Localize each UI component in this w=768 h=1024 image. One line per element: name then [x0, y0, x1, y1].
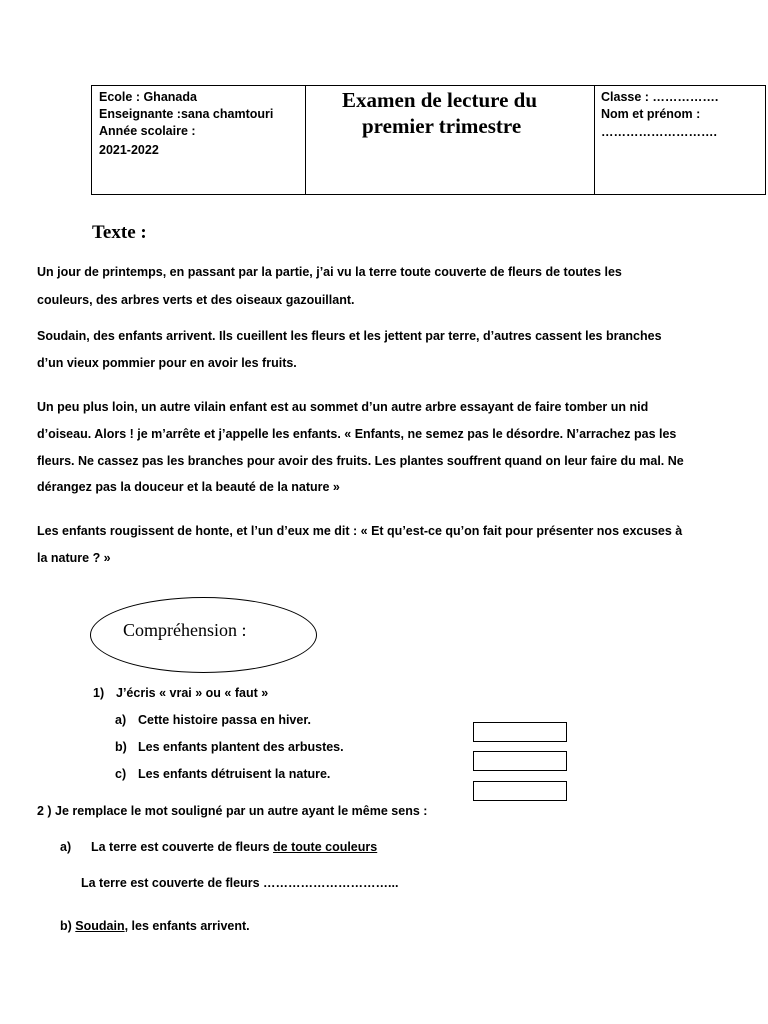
text-heading: Texte : [92, 222, 147, 243]
q1-item-text: Cette histoire passa en hiver. [138, 713, 311, 727]
q1-item-text: Les enfants plantent des arbustes. [138, 740, 344, 754]
exam-title-line2: premier trimestre [362, 114, 522, 138]
name-field: ………………………. [601, 125, 717, 139]
q2-a-sentence [91, 840, 377, 854]
header-divider-left [305, 86, 306, 194]
q2-b-sentence [60, 919, 250, 933]
question-1-number: 1) [93, 686, 105, 700]
answer-box-a[interactable] [473, 722, 567, 742]
text-line: couleurs, des arbres verts et des oiseaux gazouillant. [37, 293, 355, 307]
text-line: d’un vieux pommier pour en avoir les fruits. [37, 356, 297, 370]
text-line: d’oiseau. Alors ! je m’arrête et j’appelle les enfants. « Enfants, ne semez pas le désordre. N’arrachez pas les [37, 427, 677, 441]
q1-item-letter: c) [115, 767, 127, 781]
text-line: la nature ? » [37, 551, 111, 565]
question-2-instruction: 2 ) Je remplace le mot souligné par un autre ayant le même sens : [37, 804, 428, 818]
text-line: fleurs. Ne cassez pas les branches pour avoir des fruits. Les plantes souffrent quand on leur faire du mal. Ne [37, 454, 684, 468]
header-table [91, 85, 766, 195]
comprehension-heading: Compréhension : [123, 620, 247, 640]
q2-a-answer-line: La terre est couverte de fleurs …………………………... [81, 876, 399, 890]
q2-b-underlined: Soudain [75, 919, 125, 933]
school-name: Ecole : Ghanada [99, 90, 197, 104]
q1-item-letter: b) [115, 740, 127, 754]
answer-box-c[interactable] [473, 781, 567, 801]
q2-b-text: , les enfants arrivent. [124, 919, 250, 933]
class-field: Classe : ……………. [601, 90, 719, 104]
exam-title-line1: Examen de lecture du [342, 88, 538, 112]
teacher-name: Enseignante :sana chamtouri [99, 107, 274, 121]
q1-item-text: Les enfants détruisent la nature. [138, 767, 331, 781]
q2-a-underlined: de toute couleurs [273, 840, 378, 854]
text-line: dérangez pas la douceur et la beauté de la nature » [37, 480, 340, 494]
header-divider-right [594, 86, 595, 194]
text-line: Les enfants rougissent de honte, et l’un d’eux me dit : « Et qu’est-ce qu’on fait pour présenter nos excuses à [37, 524, 683, 538]
school-year: 2021-2022 [99, 143, 159, 157]
q2-a-text: La terre est couverte de fleurs [91, 840, 270, 854]
q1-item-letter: a) [115, 713, 127, 727]
text-line: Soudain, des enfants arrivent. Ils cueillent les fleurs et les jettent par terre, d’autres cassent les branches [37, 329, 662, 343]
q2-b-letter: b) [60, 919, 72, 933]
text-line: Un jour de printemps, en passant par la partie, j’ai vu la terre toute couverte de fleurs de toutes les [37, 265, 622, 279]
name-label: Nom et prénom : [601, 107, 701, 121]
q2-a-letter: a) [60, 840, 72, 854]
school-year-label: Année scolaire : [99, 124, 196, 138]
answer-box-b[interactable] [473, 751, 567, 771]
text-line: Un peu plus loin, un autre vilain enfant est au sommet d’un autre arbre essayant de faire tomber un nid [37, 400, 649, 414]
question-1-instruction: J’écris « vrai » ou « faut » [116, 686, 269, 700]
